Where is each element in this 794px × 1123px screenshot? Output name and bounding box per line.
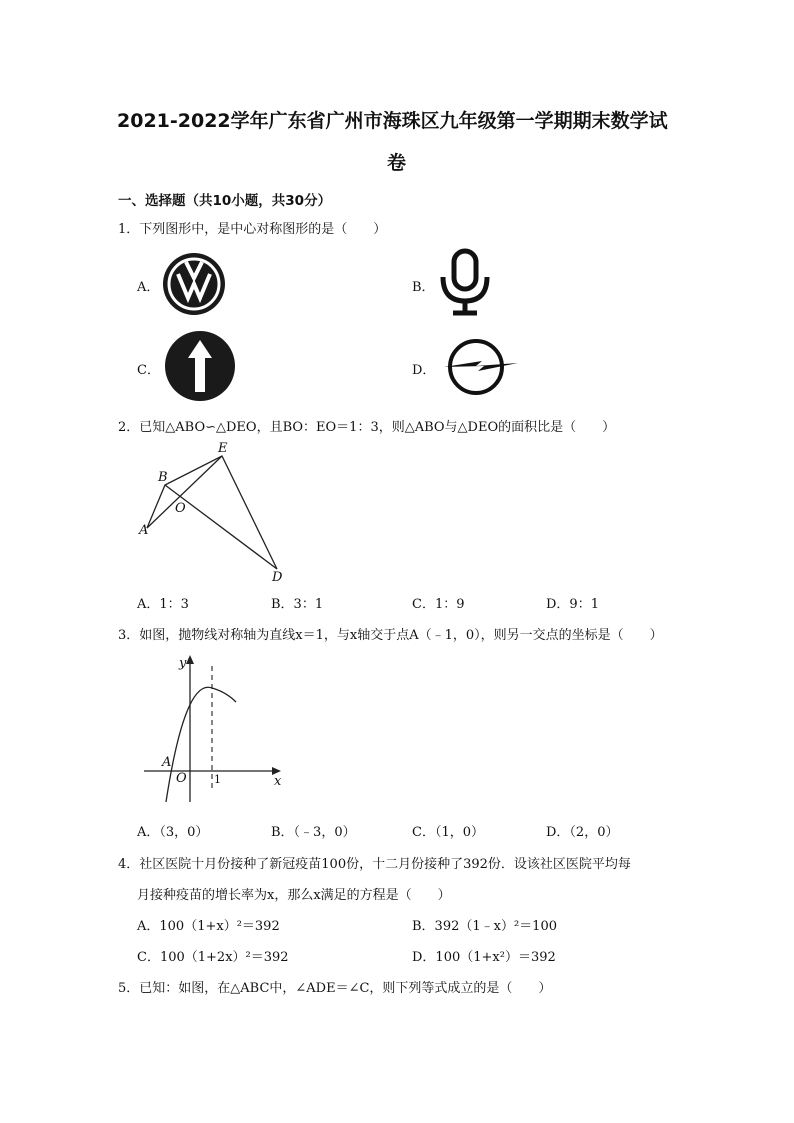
up-arrow-sign-icon xyxy=(164,330,236,402)
q1-option-a-label: A． xyxy=(137,280,160,295)
q4-option-d: D．100（1+x²）＝392 xyxy=(412,950,556,965)
q3-parabola-figure xyxy=(140,650,290,810)
label-b: B xyxy=(158,470,168,485)
vw-logo-icon xyxy=(162,252,226,316)
question-5-stem: 5．已知：如图，在△ABC中，∠ADE＝∠C，则下列等式成立的是（ ） xyxy=(118,981,552,996)
question-4-stem-line1: 4．社区医院十月份接种了新冠疫苗100份，十二月份接种了392份．设该社区医院平均每 xyxy=(118,857,631,872)
label-origin-o: O xyxy=(176,771,187,786)
q2-option-d: D．9：1 xyxy=(546,597,599,612)
question-4-stem-line2: 月接种疫苗的增长率为x，那么x满足的方程是（ ） xyxy=(137,888,451,903)
q4-option-c: C．100（1+2x）²＝392 xyxy=(137,950,289,965)
page-title: 2021-2022学年广东省广州市海珠区九年级第一学期期末数学试 xyxy=(117,110,668,132)
axis-label-y: y xyxy=(179,656,187,671)
question-1-stem: 1．下列图形中，是中心对称图形的是（ ） xyxy=(118,222,387,237)
q4-option-b: B．392（1﹣x）²＝100 xyxy=(412,919,557,934)
q2-triangle-figure xyxy=(130,438,300,588)
label-a: A xyxy=(139,523,149,538)
label-d: D xyxy=(272,570,283,585)
q2-option-c: C．1：9 xyxy=(412,597,465,612)
section-heading: 一、选择题（共10小题，共30分） xyxy=(118,193,332,209)
q2-option-b: B．3：1 xyxy=(271,597,324,612)
q1-option-d-label: D． xyxy=(412,363,436,378)
q2-option-a: A．1：3 xyxy=(137,597,189,612)
axis-label-x: x xyxy=(274,774,282,789)
q3-option-a: A．（3，0） xyxy=(137,825,209,840)
q3-option-d: D．（2，0） xyxy=(546,825,619,840)
question-3-stem: 3．如图，抛物线对称轴为直线x＝1，与x轴交于点A（﹣1，0），则另一交点的坐标是（ ） xyxy=(118,628,663,643)
q3-option-b: B．（﹣3，0） xyxy=(271,825,356,840)
tick-label-1: 1 xyxy=(214,773,221,786)
label-o: O xyxy=(175,501,186,516)
question-2-stem: 2．已知△ABO∽△DEO，且BO：EO＝1：3，则△ABO与△DEO的面积比是（ ） xyxy=(118,420,616,435)
q1-option-c-label: C． xyxy=(137,363,160,378)
microphone-icon xyxy=(437,249,493,319)
label-point-a: A xyxy=(162,755,172,770)
q1-option-b-label: B． xyxy=(412,280,435,295)
page-title-continued: 卷 xyxy=(387,152,407,174)
q3-option-c: C．（1，0） xyxy=(412,825,484,840)
opel-logo-icon xyxy=(438,337,522,397)
q4-option-a: A．100（1+x）²＝392 xyxy=(137,919,280,934)
label-e: E xyxy=(218,441,228,456)
